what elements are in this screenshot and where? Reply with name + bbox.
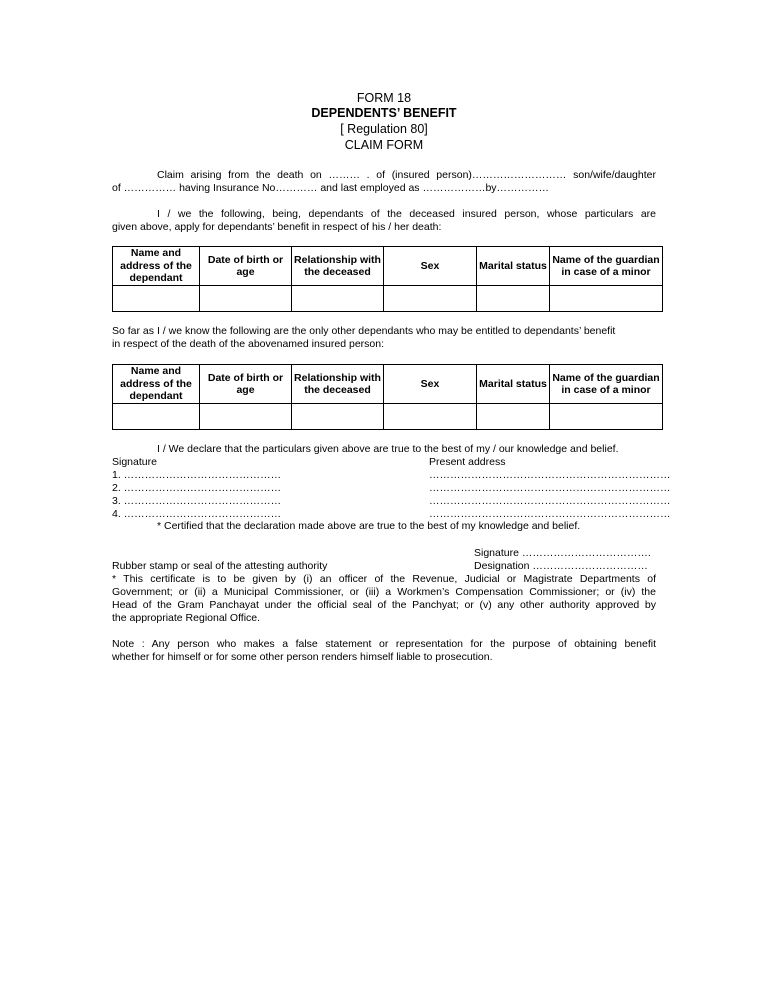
table-cell[interactable] [200,286,292,312]
signature-line-2[interactable]: 2. ……………………………………… [112,482,282,494]
table-cell[interactable] [292,404,384,430]
dependants-table [112,246,663,312]
col-header-guardian: Name of the guardian in case of a minor [550,247,663,286]
certificate-note-line-4: the appropriate Regional Office. [112,612,261,624]
form-title: DEPENDENTS’ BENEFIT [311,106,457,120]
certificate-note-line-3: Head of the Gram Panchayat under the official seal of the Panchyat; or (v) any other authority approved by [112,599,656,611]
regulation-ref: [ Regulation 80] [340,122,428,136]
certificate-note-line-2: Government; or (ii) a Municipal Commissioner, or (iii) a Workmen’s Compensation Commissioner; or (iv) the [112,586,656,598]
col-header-relationship: Relationship with the deceased [292,365,384,404]
col-header-name: Name and address of the dependant [113,247,200,286]
table-row [113,286,663,312]
attesting-designation[interactable]: Designation …………………………… [474,560,648,572]
rubber-stamp-label: Rubber stamp or seal of the attesting authority [112,560,328,572]
signature-label: Signature [112,456,157,468]
col-header-guardian: Name of the guardian in case of a minor [550,365,663,404]
col-header-sex: Sex [384,365,477,404]
declaration-line-2: given above, apply for dependants’ benefit in respect of his / her death: [112,221,442,233]
col-header-sex: Sex [384,247,477,286]
intro-paragraph [112,169,656,195]
col-header-name: Name and address of the dependant [113,365,200,404]
address-line-2[interactable]: …………………………………………………………… [429,482,671,494]
declaration-paragraph [112,208,656,234]
table-cell[interactable] [550,286,663,312]
col-header-marital: Marital status [477,247,550,286]
signature-line-1[interactable]: 1. ……………………………………… [112,469,282,481]
prosecution-note-line-2: whether for himself or for some other person renders himself liable to prosecution. [112,651,493,663]
other-dependants-line-1: So far as I / we know the following are the only other dependants who may be entitled to dependants’ benefit [112,325,616,337]
col-header-marital: Marital status [477,365,550,404]
form-number: FORM 18 [356,91,412,105]
address-line-3[interactable]: …………………………………………………………… [429,495,671,507]
table-cell[interactable] [550,404,663,430]
intro-line-2: of …………… having Insurance No………… and last employed as ………………by…………… [112,182,550,194]
table-cell[interactable] [292,286,384,312]
signature-line-3[interactable]: 3. ……………………………………… [112,495,282,507]
table-cell[interactable] [113,286,200,312]
other-dependants-line-2: in respect of the death of the abovenamed insured person: [112,338,385,350]
table-cell[interactable] [477,286,550,312]
other-dependants-table [112,364,663,430]
certificate-note [112,573,656,625]
table-cell[interactable] [384,404,477,430]
table-header-row [113,365,663,404]
prosecution-note [112,638,656,664]
address-line-4[interactable]: …………………………………………………………… [429,508,671,520]
declaration-line-1: I / we the following, being, dependants of the deceased insured person, whose particulars are [157,208,656,220]
certification-statement: * Certified that the declaration made above are true to the best of my knowledge and belief. [157,520,581,532]
table-header-row [113,247,663,286]
certificate-note-line-1: * This certificate is to be given by (i) an officer of the Revenue, Judicial or Magistrate Departments of [112,573,656,585]
table-row [113,404,663,430]
col-header-relationship: Relationship with the deceased [292,247,384,286]
attesting-signature[interactable]: Signature ………………………………. [474,547,651,559]
claim-form-label: CLAIM FORM [344,138,424,152]
table-cell[interactable] [200,404,292,430]
present-address-label: Present address [429,456,506,468]
col-header-dob: Date of birth or age [200,247,292,286]
table-cell[interactable] [113,404,200,430]
declaration-statement: I / We declare that the particulars given above are true to the best of my / our knowledge and belief. [157,443,619,455]
table-cell[interactable] [477,404,550,430]
other-dependants-paragraph [112,325,656,351]
signature-line-4[interactable]: 4. ……………………………………… [112,508,282,520]
table-cell[interactable] [384,286,477,312]
intro-line-1: Claim arising from the death on ……… . of (insured person)……………………… son/wife/daughter [157,169,656,181]
prosecution-note-line-1: Note : Any person who makes a false statement or representation for the purpose of obtaining benefit [112,638,656,650]
col-header-dob: Date of birth or age [200,365,292,404]
address-line-1[interactable]: …………………………………………………………… [429,469,671,481]
